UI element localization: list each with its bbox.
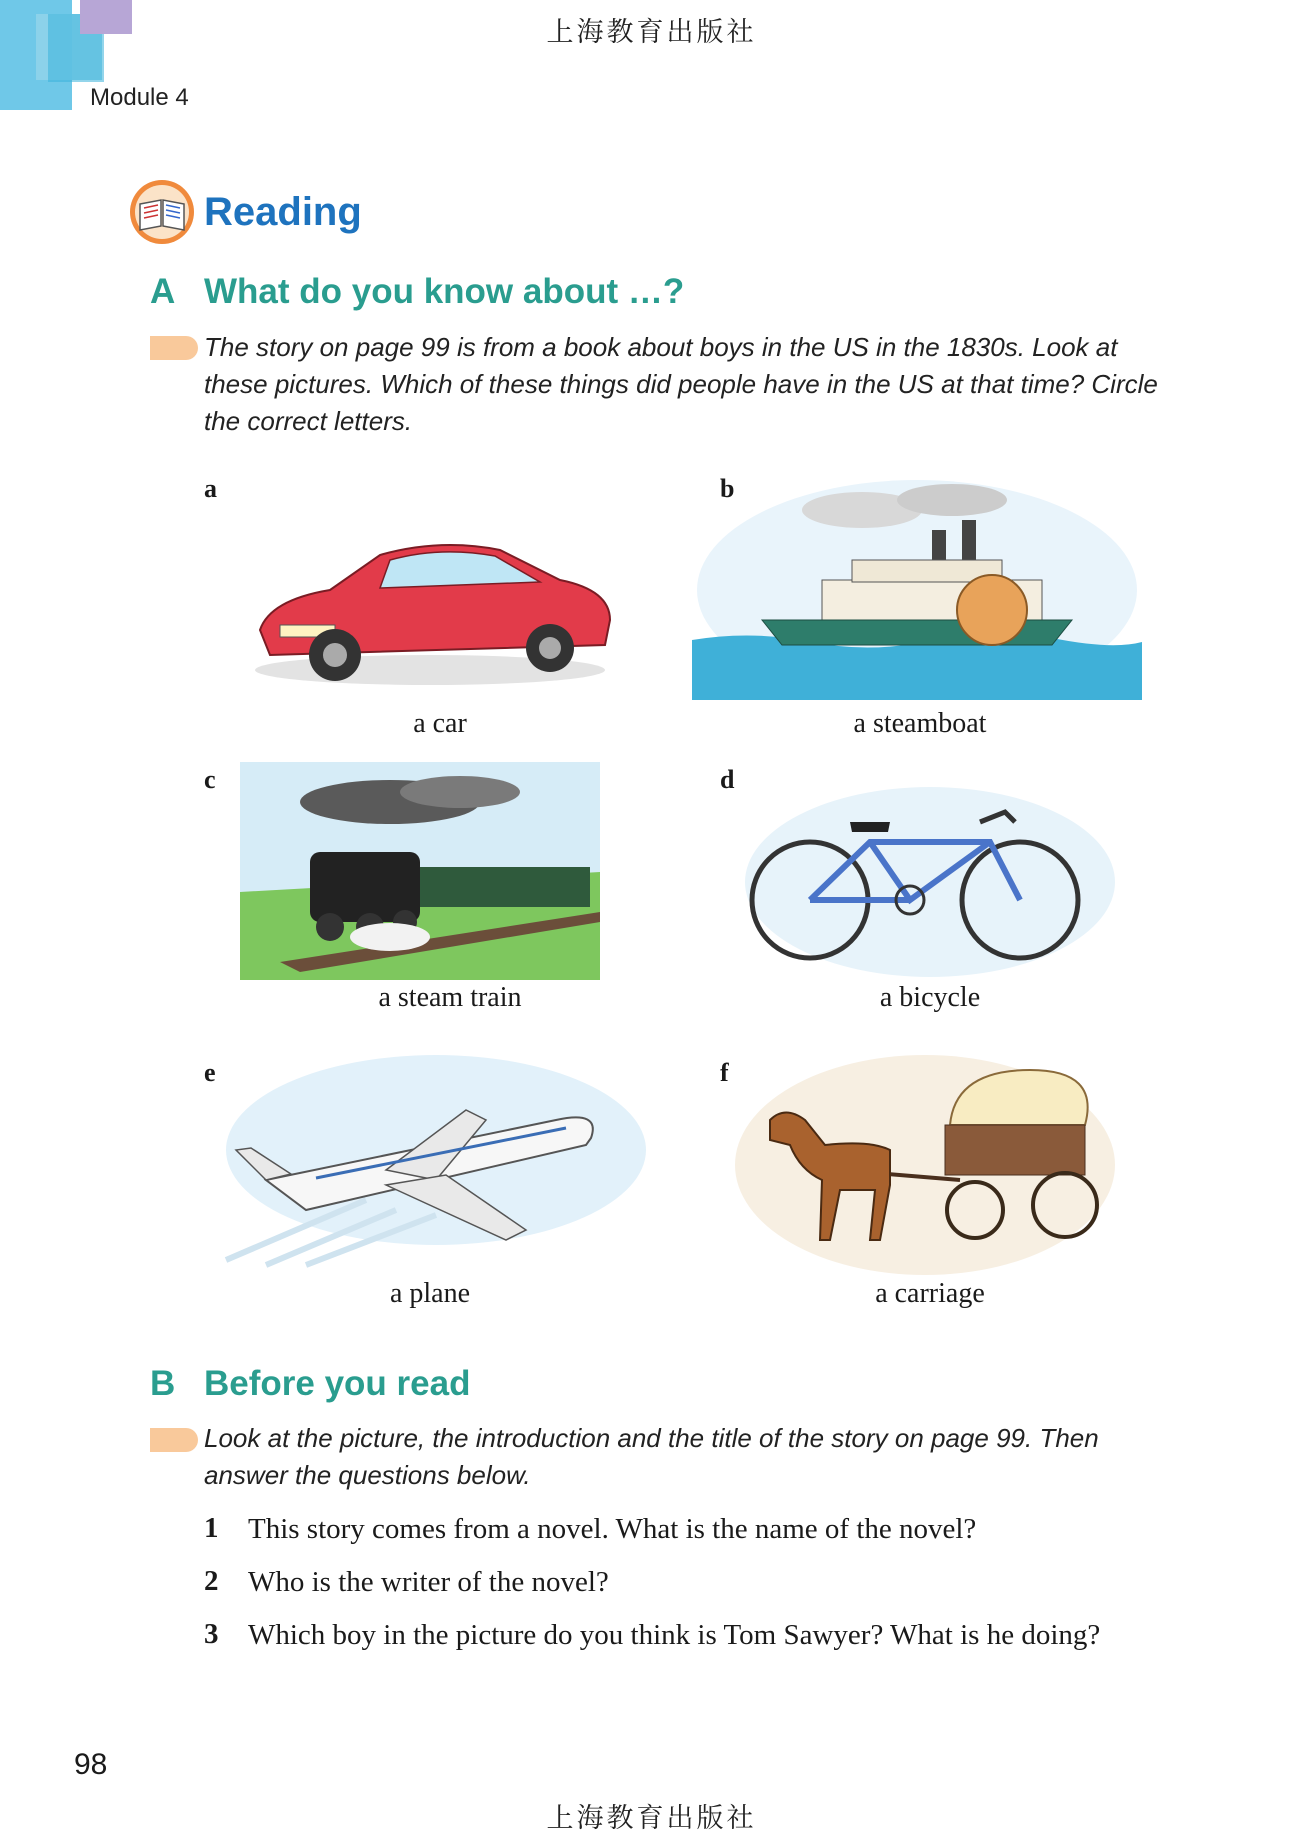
question-number: 3 <box>204 1618 219 1650</box>
question-text: This story comes from a novel. What is the name of the novel? <box>248 1513 977 1545</box>
question-number: 2 <box>204 1565 219 1597</box>
bicycle-illustration <box>740 782 1120 982</box>
caption-car: a car <box>413 708 467 739</box>
page-number: 98 <box>74 1748 108 1781</box>
module-label: Module 4 <box>90 84 189 111</box>
publisher-footer: 上海教育出版社 <box>546 1803 757 1833</box>
section-a-title: What do you know about …? <box>204 272 685 311</box>
section-a-letter: A <box>150 272 176 311</box>
item-letter-e: e <box>204 1058 216 1087</box>
question-text: Which boy in the picture do you think is Tom Sawyer? What is he doing? <box>248 1619 1101 1651</box>
caption-carriage: a carriage <box>875 1278 985 1309</box>
carriage-illustration <box>730 1050 1120 1280</box>
publisher-header: 上海教育出版社 <box>546 17 757 47</box>
steamboat-illustration <box>692 470 1142 700</box>
question-text: Who is the writer of the novel? <box>248 1566 609 1598</box>
car-illustration <box>240 520 620 690</box>
item-letter-f: f <box>720 1058 729 1087</box>
section-b-letter: B <box>150 1364 176 1403</box>
item-letter-d: d <box>720 765 735 794</box>
steam-train-illustration <box>240 762 600 980</box>
section-b-instruction: Look at the picture, the introduction and the title of the story on page 99. Then answer the questions below. <box>204 1423 1099 1490</box>
caption-steamboat: a steamboat <box>853 708 987 739</box>
instruction-tag <box>150 336 198 360</box>
caption-plane: a plane <box>389 1278 471 1309</box>
instruction-tag <box>150 1428 198 1452</box>
caption-bicycle: a bicycle <box>879 982 981 1013</box>
item-letter-b: b <box>720 474 735 503</box>
section-a-instruction: The story on page 99 is from a book about boys in the US in the 1830s. Look at these pictures. Which of these things did people have in the US at that time? Circle the correct letters. <box>204 332 1158 436</box>
reading-heading: Reading <box>204 190 362 234</box>
plane-illustration <box>206 1050 646 1270</box>
section-b-title: Before you read <box>204 1364 471 1403</box>
item-letter-c: c <box>204 765 216 794</box>
question-number: 1 <box>204 1512 219 1544</box>
caption-steam-train: a steam train <box>378 982 522 1013</box>
open-book-icon <box>128 178 196 246</box>
item-letter-a: a <box>204 474 217 503</box>
